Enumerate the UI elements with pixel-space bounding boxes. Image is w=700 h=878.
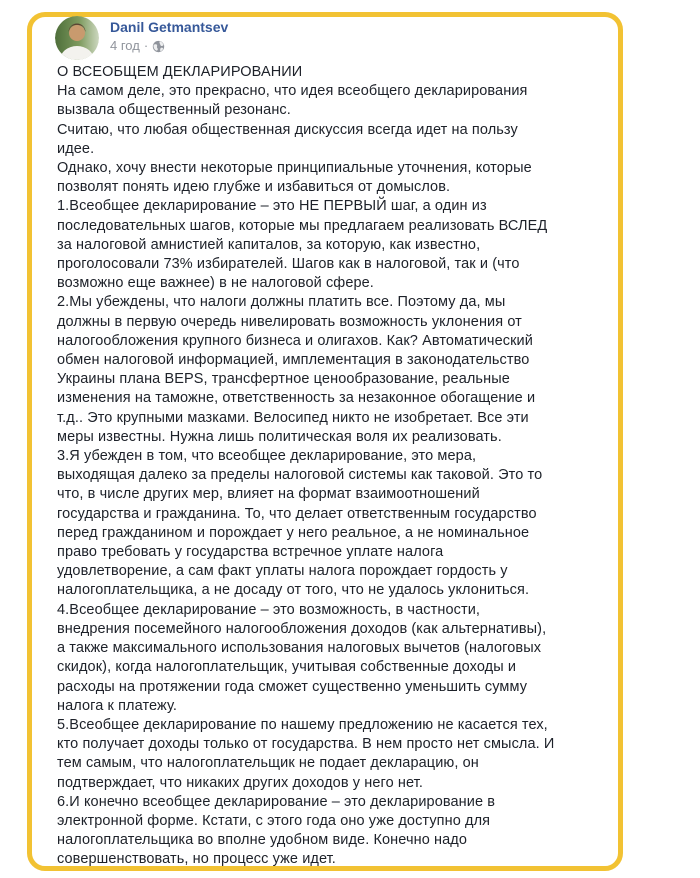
post-text-line: выходящая далеко за пределы налоговой системы как таковой. Это то bbox=[57, 467, 543, 484]
post-text-line: 1.Всеобщее декларирование – это НЕ ПЕРВЫЙ шаг, а один из bbox=[57, 198, 487, 215]
post-text-line: подтверждает, что никаких других доходов у него нет. bbox=[57, 774, 423, 791]
post-text-line: 2.Мы убеждены, что налоги должны платить все. Поэтому да, мы bbox=[57, 294, 506, 311]
post-text-line: 4.Всеобщее декларирование – это возможность, в частности, bbox=[57, 601, 481, 618]
post-text-line: изменения на таможне, ответственность за незаконное обогащение и bbox=[57, 390, 536, 407]
post-text-line: обмен налоговой информацией, имплементация в законодательство bbox=[57, 352, 530, 369]
post-text-line: Однако, хочу внести некоторые принципиальные уточнения, которые bbox=[57, 160, 532, 177]
post-text-line: проголосовали 73% избирателей. Шагов как в налоговой, так и (что bbox=[57, 256, 520, 273]
post-text-line: идее. bbox=[57, 140, 95, 157]
post-text-line: Считаю, что любая общественная дискуссия всегда идет на пользу bbox=[57, 121, 518, 138]
post-text-line: налогоплательщика во вполне удобном виде. Конечно надо bbox=[57, 832, 468, 849]
post-text-line: что, в числе других мер, влияет на формат взаимоотношений bbox=[57, 486, 480, 503]
post-text-line: должны в первую очередь нивелировать возможность уклонения от bbox=[57, 313, 522, 330]
post-text-line: т.д.. Это крупными мазками. Велосипед никто не изобретает. Все эти bbox=[57, 409, 529, 426]
post-text-line: последовательных шагов, которые мы предлагаем реализовать ВСЛЕД bbox=[57, 217, 548, 234]
timestamp-link[interactable]: 4 год bbox=[110, 38, 140, 53]
post-header-text bbox=[110, 16, 228, 54]
avatar[interactable] bbox=[55, 16, 99, 60]
post-text-line: На самом деле, это прекрасно, что идея всеобщего декларирования bbox=[57, 83, 528, 100]
post-text-line: электронной форме. Кстати, с этого года оно уже доступно для bbox=[57, 812, 491, 829]
post-text-line: перед гражданином и порождает у него реальное, а не номинальное bbox=[57, 524, 530, 541]
post-text-line: позволят понять идею глубже и избавиться от домыслов. bbox=[57, 179, 451, 196]
author-link[interactable]: Danil Getmantsev bbox=[110, 19, 229, 35]
post-text-line: налога к платежу. bbox=[57, 697, 178, 714]
meta-separator: · bbox=[143, 38, 149, 53]
post-text-line: право требовать у государства встречное уплате налога bbox=[57, 544, 444, 561]
post-text-line: возможно еще важнее) в не налоговой сфере. bbox=[57, 275, 374, 292]
post-text-line: налогоплательщика, а не досаду от того, что не удалось уклониться. bbox=[57, 582, 530, 599]
post-text-line: а также максимального использования налоговых вычетов (налоговых bbox=[57, 640, 542, 657]
post-text-line: Украины плана BEPS, трансфертное ценообразование, реальные bbox=[57, 371, 510, 388]
post-text-line: за налоговой амнистией капиталов, за которую, как известно, bbox=[57, 236, 481, 253]
post-text-line: удовлетворение, а сам факт уплаты налога порождает гордость у bbox=[57, 563, 508, 580]
post-text-line: вызвала общественный резонанс. bbox=[57, 102, 291, 119]
post-text-line: расходы на протяжении года сможет существенно уменьшить сумму bbox=[57, 678, 528, 695]
post-text bbox=[57, 63, 619, 870]
post-text-line: скидок), когда налогоплательщик, учитывая собственные доходы и bbox=[57, 659, 517, 676]
post-text-line: 6.И конечно всеобщее декларирование – это декларирование в bbox=[57, 793, 496, 810]
post-header bbox=[55, 16, 228, 60]
post-text-line: 5.Всеобщее декларирование по нашему предложению не касается тех, bbox=[57, 716, 548, 733]
post-text-line: 3.Я убежден в том, что всеобщее декларирование, это мера, bbox=[57, 448, 477, 465]
post-text-line: кто получает доходы только от государства. В нем просто нет смысла. И bbox=[57, 736, 555, 753]
post-meta bbox=[110, 38, 228, 54]
post-text-line: меры известны. Нужна лишь политическая воля их реализовать. bbox=[57, 428, 502, 445]
post-text-line: государства и гражданина. То, что делает ответственным государство bbox=[57, 505, 537, 522]
post-text-line: налогообложения крупного бизнеса и олигахов. Как? Автоматический bbox=[57, 332, 533, 349]
post-text-line: совершенствовать, но процесс уже идет. bbox=[57, 851, 336, 868]
post-text-line: внедрения посемейного налогообложения доходов (как альтернативы), bbox=[57, 620, 547, 637]
post-text-line: тем самым, что налогоплательщик не подает декларацию, он bbox=[57, 755, 479, 772]
globe-public-icon bbox=[152, 40, 165, 53]
post-text-line: О ВСЕОБЩЕМ ДЕКЛАРИРОВАНИИ bbox=[57, 64, 303, 80]
